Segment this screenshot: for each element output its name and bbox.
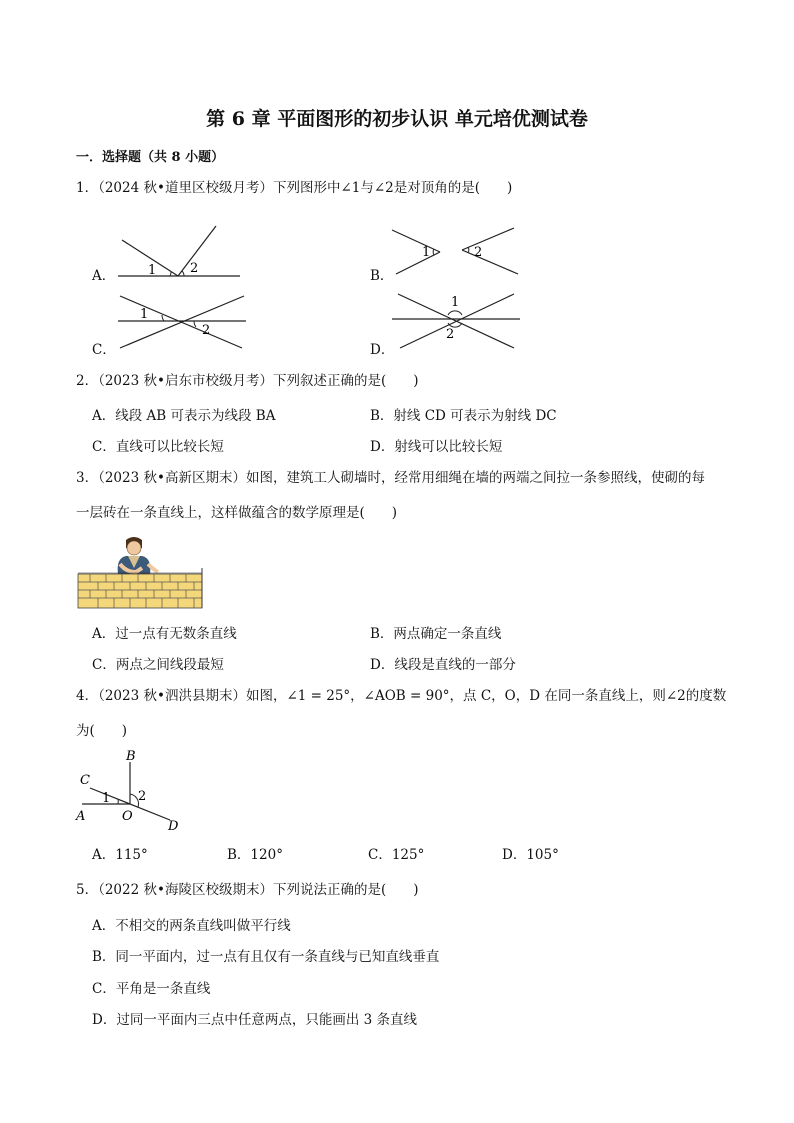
q1-option-a-label: A． [92,268,116,284]
q1b-angle-1: 1 [422,245,431,260]
q1c-angle-1: 1 [140,307,149,322]
q5-option-a: A．不相交的两条直线叫做平行线 [92,918,291,934]
q1a-angle-2: 2 [190,261,199,276]
q3-option-c: C．两点之间线段最短 [92,657,224,673]
question-3-stem-line-2: 一层砖在一条直线上，这样做蕴含的数学原理是( ) [76,505,398,521]
question-5-stem: 5．（2022 秋•海陵区校级期末）下列说法正确的是( ) [76,882,419,898]
question-1-stem: 1．（2024 秋•道里区校级月考）下列图形中∠1与∠2是对顶角的是( ) [76,180,513,196]
q3-option-d: D．线段是直线的一部分 [370,657,516,673]
q2-option-d: D．射线可以比较长短 [370,439,503,455]
point-o-label: O [122,809,133,824]
point-c-label: C [80,773,90,788]
q3-option-a: A．过一点有无数条直线 [92,626,237,642]
q1d-angle-1: 1 [451,295,460,310]
q1-option-b-label: B． [370,268,394,284]
q1-figure-a [110,222,250,284]
worker-figure [118,537,158,574]
angle-2-label: 2 [138,789,147,804]
q4-option-c: C．125° [368,847,425,863]
q1c-angle-2: 2 [202,323,211,338]
q1-option-c-label: C． [92,342,116,358]
q4-option-b: B．120° [227,847,283,863]
section-heading: 一．选择题（共 8 小题） [76,150,225,165]
q4-angle-figure [72,748,192,834]
q2-option-b: B．射线 CD 可表示为射线 DC [370,408,557,424]
point-d-label: D [168,819,179,834]
q1-figure-d [390,290,524,354]
q5-option-b: B．同一平面内，过一点有且仅有一条直线与已知直线垂直 [92,949,440,965]
point-b-label: B [126,749,136,764]
question-2-stem: 2．（2023 秋•启东市校级月考）下列叙述正确的是( ) [76,373,419,389]
angle-1-label: 1 [102,791,111,806]
q1d-angle-2: 2 [446,327,455,342]
q3-option-b: B．两点确定一条直线 [370,626,502,642]
q3-brick-wall-illustration [76,534,210,610]
q4-option-a: A．115° [92,847,148,863]
q5-option-d: D．过同一平面内三点中任意两点，只能画出 3 条直线 [92,1012,417,1028]
point-a-label: A [76,809,86,824]
question-4-stem-line-1: 4．（2023 秋•泗洪县期末）如图，∠1 = 25°，∠AOB = 90°，点 C，O，D 在同一条直线上，则∠2的度数 [76,688,727,704]
question-4-stem-line-2: 为( ) [76,723,128,739]
q1b-angle-2: 2 [474,245,483,260]
q1a-angle-1: 1 [148,263,157,278]
q4-option-d: D．105° [502,847,559,863]
page-title: 第 6 章 平面图形的初步认识 单元培优测试卷 [206,108,588,130]
q1-option-d-label: D． [370,342,395,358]
q2-option-a: A．线段 AB 可表示为线段 BA [92,408,276,424]
q1-figure-c [112,290,252,354]
q5-option-c: C．平角是一条直线 [92,981,211,997]
q2-option-c: C．直线可以比较长短 [92,439,224,455]
q1-figure-b [388,222,528,278]
question-3-stem-line-1: 3．（2023 秋•高新区期末）如图，建筑工人砌墙时，经常用细绳在墙的两端之间拉一条参照线，使砌的每 [76,470,705,486]
